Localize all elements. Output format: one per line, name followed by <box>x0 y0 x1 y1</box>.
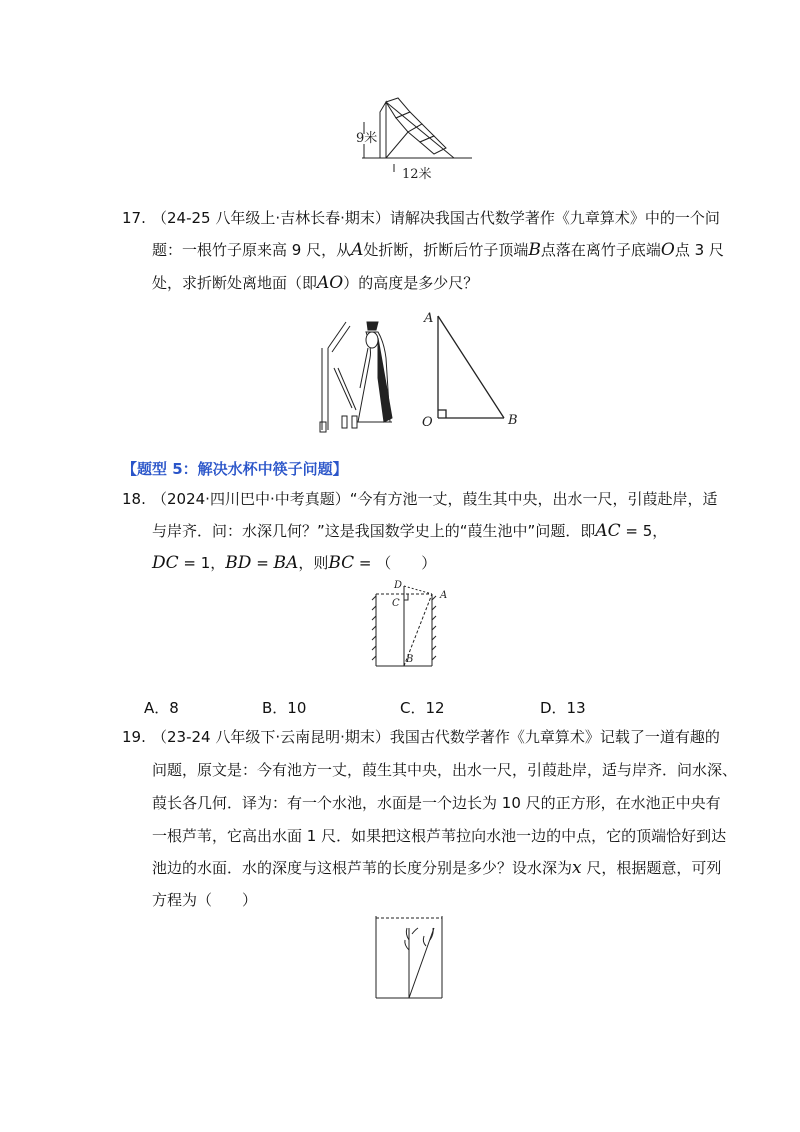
q18-line-1: （2024·四川巴中·中考真题）“今有方池一丈，葭生其中央，出水一尺，引葭赴岸，适 <box>152 490 718 508</box>
q17-line-3: 处，求折断处离地面（即AO）的高度是多少尺？ <box>152 273 479 293</box>
q18-choice-b[interactable]: B．10 <box>262 699 307 717</box>
q18-choice-c[interactable]: C．12 <box>400 699 445 717</box>
q17-line-2: 题：一根竹子原来高 9 尺，从A处折断，折断后竹子顶端B点落在离竹子底端O点 3 尺 <box>152 240 724 260</box>
label-9m: 9米 <box>356 131 378 146</box>
q18-choice-a[interactable]: A．8 <box>144 699 179 717</box>
q19-line-5: 池边的水面．水的深度与这根芦苇的长度分别是多少？设水深为x 尺，根据题意，可列 <box>152 858 722 878</box>
q17-number: 17. <box>122 209 146 227</box>
point-label-A: A <box>440 590 448 601</box>
point-label-D: D <box>394 580 403 591</box>
scholar-illustration <box>312 318 407 436</box>
point-label-A: A <box>424 311 434 326</box>
section-heading-type5: 【题型 5：解决水杯中筷子问题】 <box>122 460 348 478</box>
q19-pond-figure <box>372 910 450 1002</box>
point-label-B: B <box>406 654 414 665</box>
q18-number: 18. <box>122 490 146 508</box>
point-label-B: B <box>508 413 518 428</box>
label-12m: 12米 <box>402 167 432 182</box>
q18-pond-figure <box>368 580 458 670</box>
point-label-C: C <box>392 598 400 609</box>
point-label-O: O <box>422 415 433 430</box>
q19-number: 19. <box>122 728 146 746</box>
q16-figure <box>350 92 480 187</box>
q19-line-3: 葭长各几何．译为：有一个水池，水面是一个边长为 10 尺的正方形，在水池正中央有 <box>152 794 721 812</box>
q19-line-2: 问题，原文是：今有池方一丈，葭生其中央，出水一尺，引葭赴岸，适与岸齐．问水深、 <box>152 761 738 779</box>
q19-line-4: 一根芦苇，它高出水面 1 尺．如果把这根芦苇拉向水池一边的中点，它的顶端恰好到达 <box>152 827 727 845</box>
q18-line-3: DC = 1，BD = BA，则BC = （ ） <box>152 553 437 573</box>
q19-line-1: （23-24 八年级下·云南昆明·期末）我国古代数学著作《九章算术》记载了一道有趣的 <box>152 728 720 746</box>
q18-choice-d[interactable]: D．13 <box>540 699 586 717</box>
q17-triangle-figure <box>418 306 528 431</box>
q19-line-6: 方程为（ ） <box>152 891 258 909</box>
q17-line-1: （24-25 八年级上·吉林长春·期末）请解决我国古代数学著作《九章算术》中的一个问 <box>152 209 720 227</box>
q18-line-2: 与岸齐．问：水深几何？”这是我国数学史上的“葭生池中”问题．即AC = 5， <box>152 521 668 541</box>
